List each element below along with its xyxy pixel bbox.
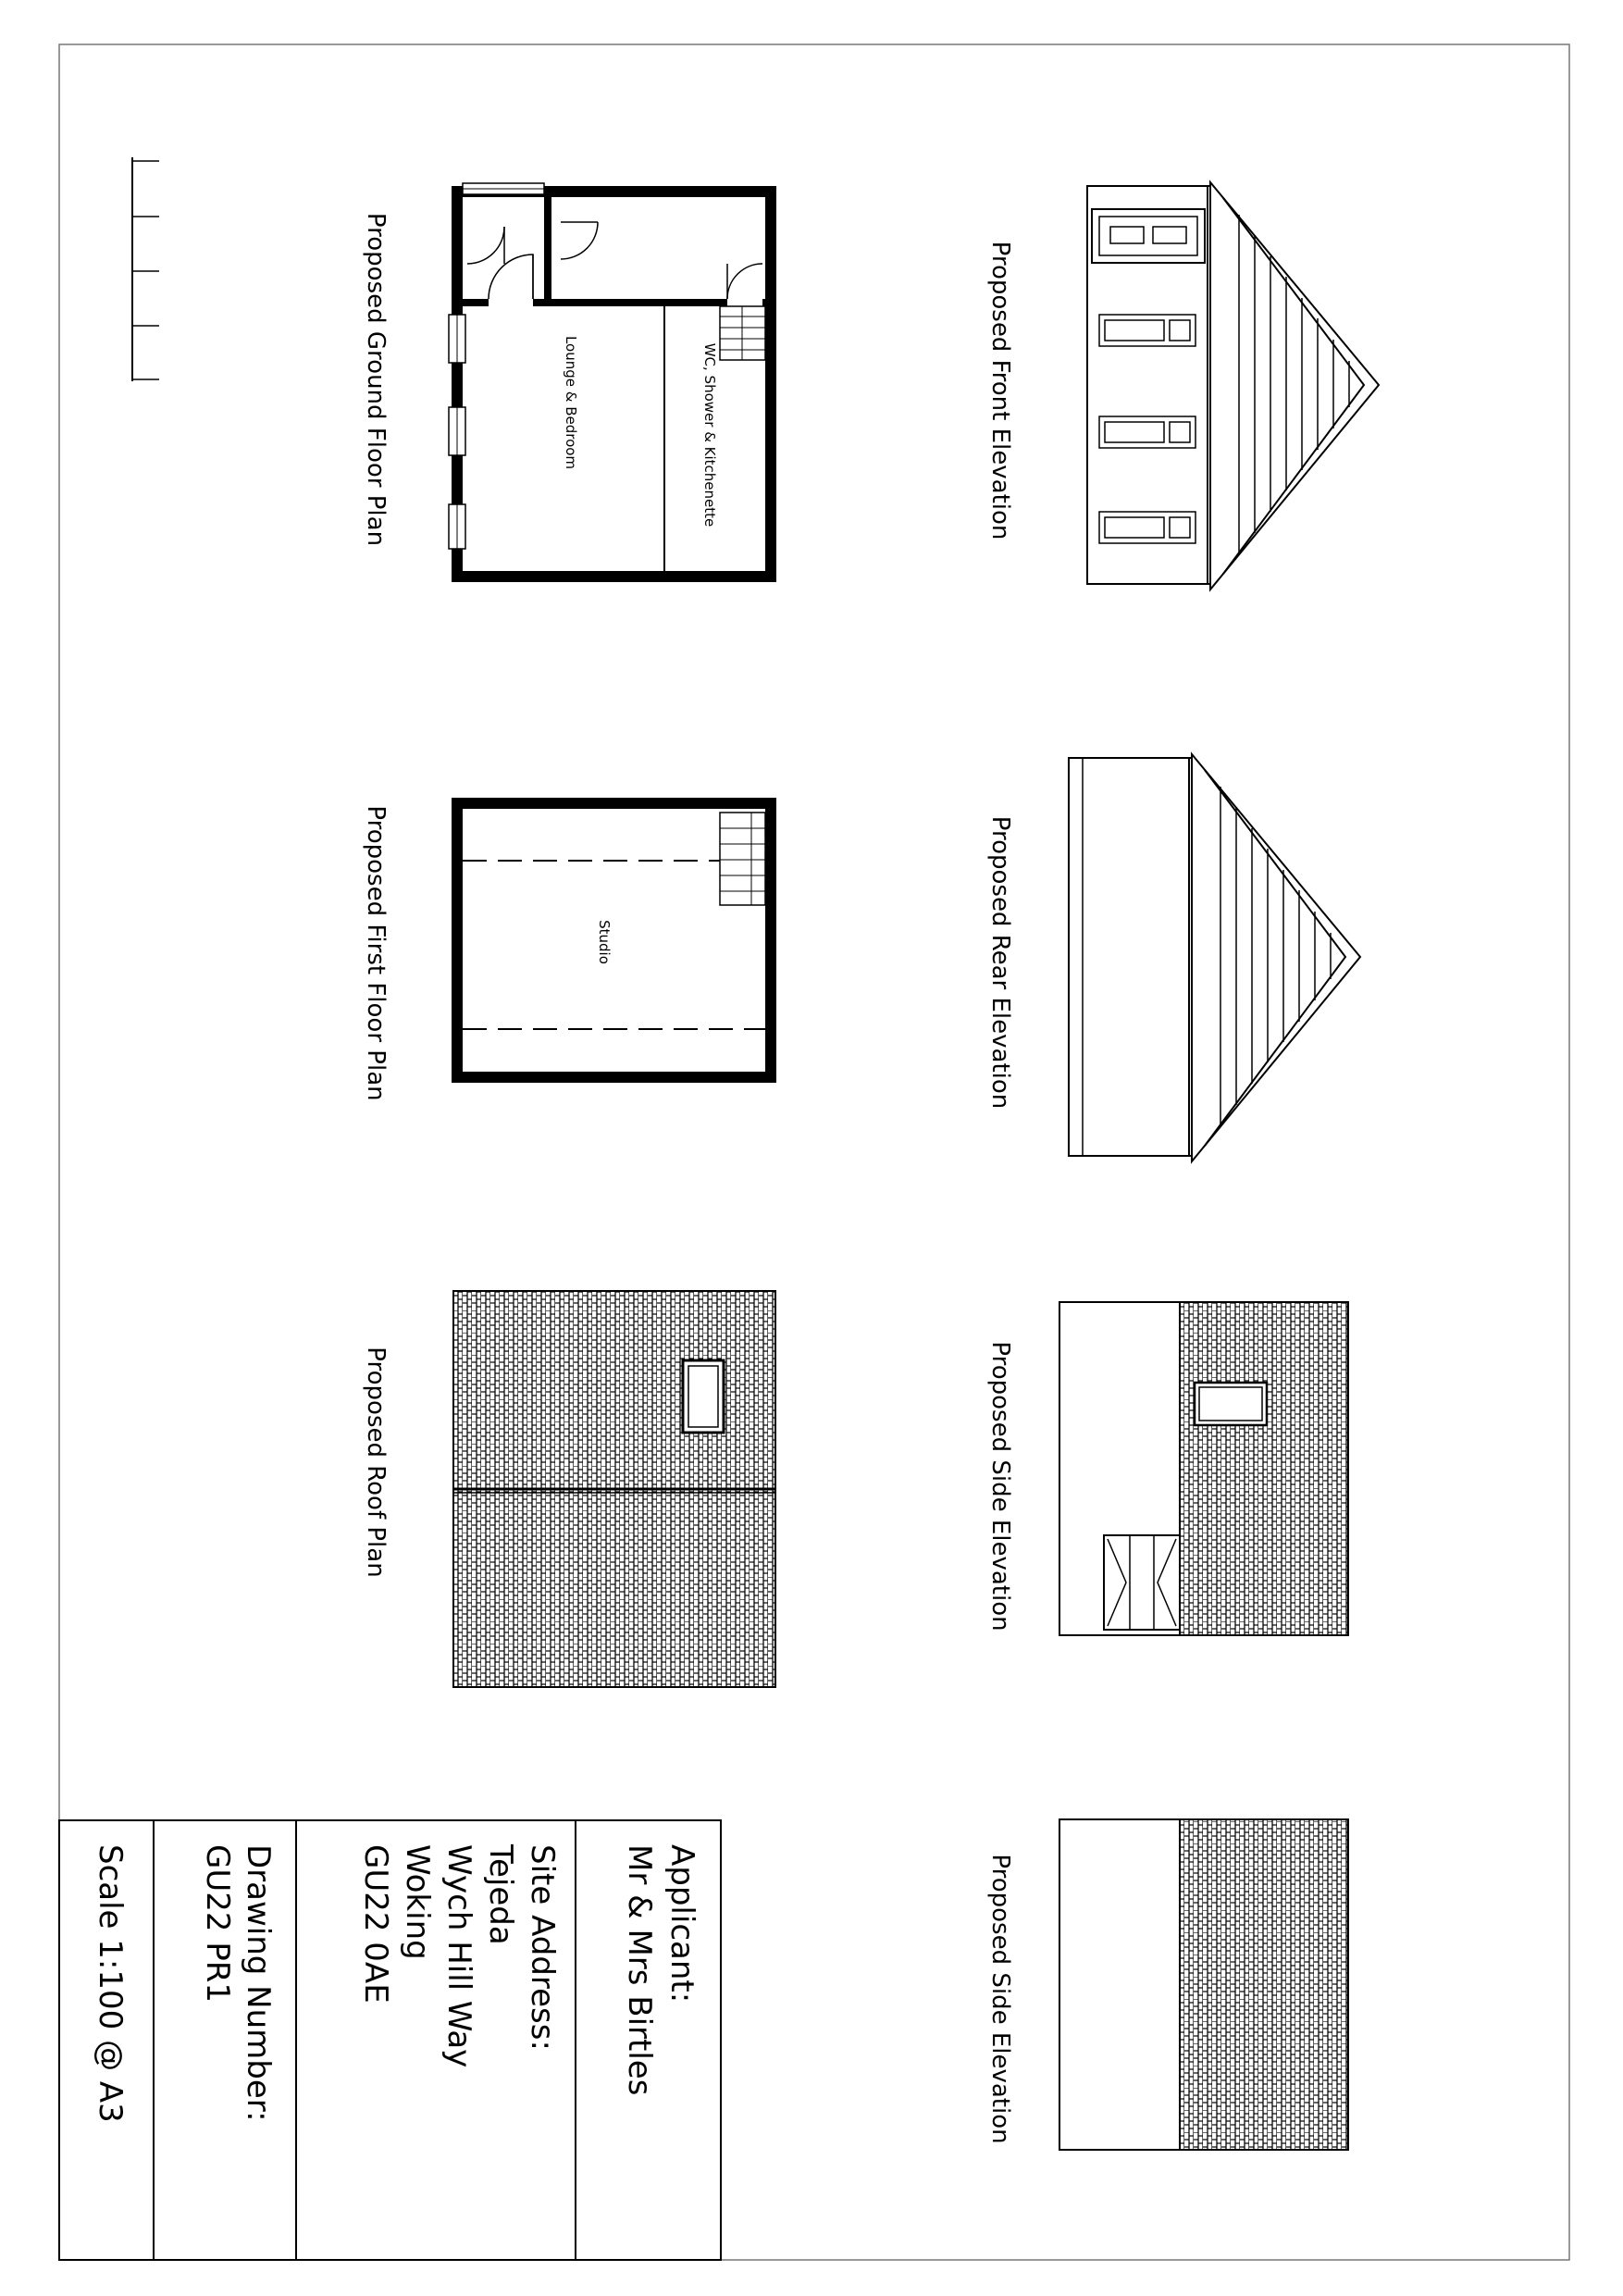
- drawing-number-value: GU22 PR1: [199, 1844, 236, 2004]
- first-floor-plan: [452, 798, 776, 1083]
- rear-elevation: [1069, 754, 1360, 1161]
- site-address-line-1: Tejeda: [482, 1844, 519, 1945]
- side-elevation-2: [1059, 1819, 1348, 2150]
- ground-floor-plan-title: Proposed Ground Floor Plan: [362, 212, 390, 547]
- front-elevation-title: Proposed Front Elevation: [986, 241, 1014, 540]
- room-lounge-label: Lounge & Bedroom: [563, 335, 579, 470]
- roof-plan: [453, 1291, 775, 1687]
- first-floor-plan-title: Proposed First Floor Plan: [362, 805, 390, 1101]
- rear-elevation-title: Proposed Rear Elevation: [986, 815, 1014, 1110]
- site-address-label: Site Address:: [524, 1844, 561, 2051]
- side-elevation-1: [1059, 1302, 1348, 1635]
- applicant-name: Mr & Mrs Birtles: [621, 1844, 658, 2096]
- site-address-line-3: Woking: [399, 1844, 436, 1960]
- site-address-line-2: Wych Hill Way: [440, 1844, 477, 2068]
- drawing-number-label: Drawing Number:: [240, 1844, 277, 2122]
- room-studio-label: Studio: [596, 920, 613, 964]
- front-elevation: [1087, 182, 1379, 590]
- applicant-label: Applicant:: [663, 1844, 700, 2004]
- side-elevation-2-title: Proposed Side Elevation: [986, 1854, 1014, 2144]
- title-block-scale: Scale 1:100 @ A3: [92, 1844, 129, 2123]
- side-elevation-1-title: Proposed Side Elevation: [986, 1341, 1014, 1632]
- roof-plan-title: Proposed Roof Plan: [362, 1347, 390, 1578]
- room-wc-label: WC, Shower & Kitchenette: [701, 342, 718, 527]
- site-address-line-4: GU22 0AE: [357, 1844, 394, 2004]
- ground-floor-plan: [449, 183, 776, 582]
- scale-bar: [132, 157, 471, 381]
